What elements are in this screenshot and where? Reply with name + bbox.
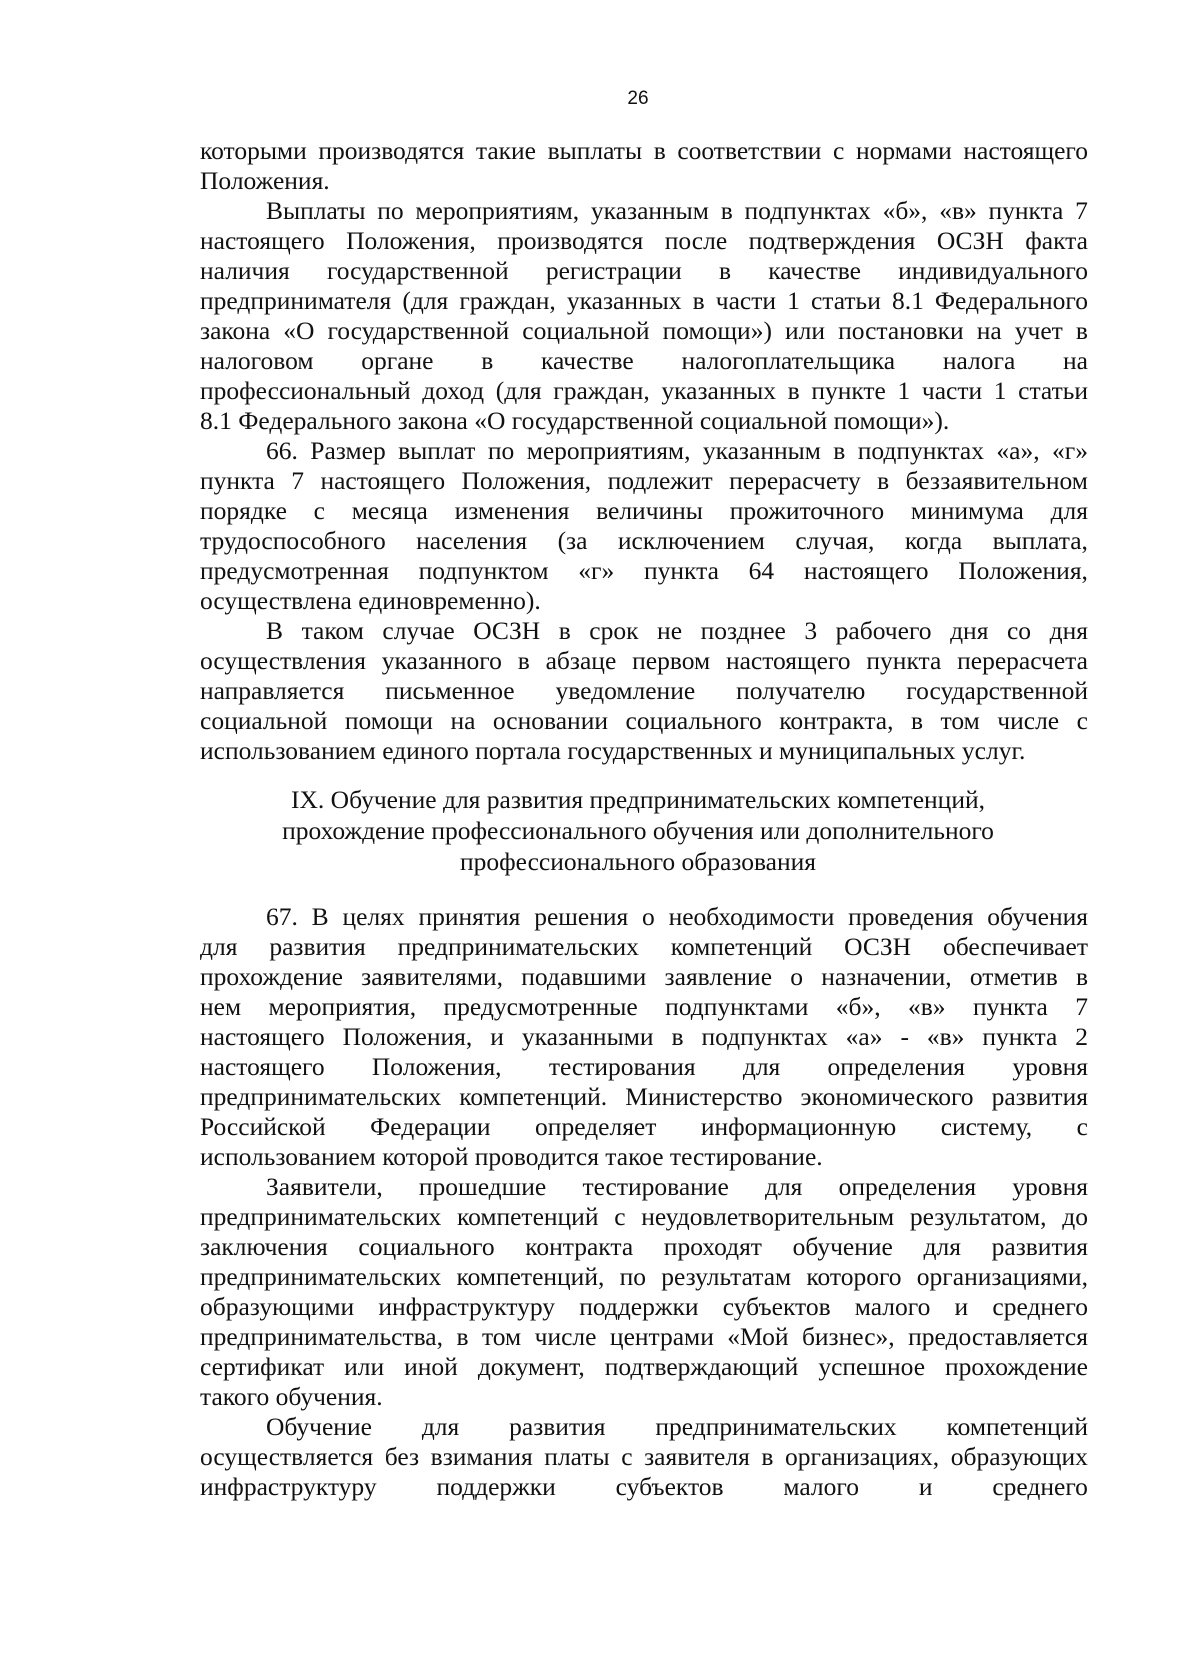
text-line: настоящего Положения, тестирования для определения уровня xyxy=(200,1052,1088,1081)
section-heading-line: IX. Обучение для развития предпринимательских компетенций, xyxy=(291,785,985,814)
text-line: предпринимательских компетенций. Министерство экономического развития xyxy=(200,1082,1088,1111)
text-line: профессиональный доход (для граждан, указанных в пункте 1 части 1 статьи xyxy=(200,376,1088,405)
text-line: заключения социального контракта проходят обучение для развития xyxy=(200,1232,1088,1261)
section-heading xyxy=(0,784,1200,877)
text-line: пункта 7 настоящего Положения, подлежит перерасчету в беззаявительном xyxy=(200,466,1088,495)
text-line: порядке с месяца изменения величины прожиточного минимума для xyxy=(200,496,1088,525)
text-line: Положения. xyxy=(200,166,330,195)
text-line: для развития предпринимательских компетенций ОСЗН обеспечивает xyxy=(200,932,1088,961)
text-line: налоговом органе в качестве налогоплательщика налога на xyxy=(200,346,1088,375)
text-line: 8.1 Федерального закона «О государственной социальной помощи»). xyxy=(200,406,950,435)
page-number: 26 xyxy=(627,88,649,109)
text-line: 67. В целях принятия решения о необходимости проведения обучения xyxy=(266,902,1088,931)
text-line: трудоспособного населения (за исключением случая, когда выплата, xyxy=(200,526,1088,555)
text-line: закона «О государственной социальной помощи») или постановки на учет в xyxy=(200,316,1088,345)
text-line: осуществляется без взимания платы с заявителя в организациях, образующих xyxy=(200,1442,1088,1471)
text-line: Российской Федерации определяет информационную систему, с xyxy=(200,1112,1088,1141)
text-line: образующими инфраструктуру поддержки субъектов малого и среднего xyxy=(200,1292,1088,1321)
text-line: В таком случае ОСЗН в срок не позднее 3 рабочего дня со дня xyxy=(266,616,1088,645)
section-heading-line: профессионального образования xyxy=(459,847,817,876)
text-line: осуществления указанного в абзаце первом настоящего пункта перерасчета xyxy=(200,646,1088,675)
text-line: прохождение заявителями, подавшими заявление о назначении, отметив в xyxy=(200,962,1088,991)
text-line: Заявители, прошедшие тестирование для определения уровня xyxy=(266,1172,1088,1201)
body-text-block-2 xyxy=(200,902,1088,1502)
text-line: предпринимательских компетенций, по результатам которого организациями, xyxy=(200,1262,1088,1291)
text-line: предпринимательства, в том числе центрами «Мой бизнес», предоставляется xyxy=(200,1322,1088,1351)
text-line: 66. Размер выплат по мероприятиям, указанным в подпунктах «а», «г» xyxy=(266,436,1088,465)
text-line: настоящего Положения, и указанными в подпунктах «а» - «в» пункта 2 xyxy=(200,1022,1088,1051)
text-line: социальной помощи на основании социального контракта, в том числе с xyxy=(200,706,1088,735)
text-line: осуществлена единовременно). xyxy=(200,586,541,615)
text-line: наличия государственной регистрации в качестве индивидуального xyxy=(200,256,1088,285)
text-line: предпринимателя (для граждан, указанных в части 1 статьи 8.1 Федерального xyxy=(200,286,1088,315)
text-line: инфраструктуру поддержки субъектов малого и среднего xyxy=(200,1472,1088,1501)
text-line: использованием которой проводится такое тестирование. xyxy=(200,1142,823,1171)
text-line: использованием единого портала государственных и муниципальных услуг. xyxy=(200,736,1026,765)
text-line: которыми производятся такие выплаты в соответствии с нормами настоящего xyxy=(200,136,1088,165)
section-heading-line: прохождение профессионального обучения или дополнительного xyxy=(282,816,994,845)
text-line: Выплаты по мероприятиям, указанным в подпунктах «б», «в» пункта 7 xyxy=(266,196,1088,225)
text-line: Обучение для развития предпринимательских компетенций xyxy=(266,1412,1088,1441)
body-text-block-1 xyxy=(200,136,1088,766)
text-line: предусмотренная подпунктом «г» пункта 64 настоящего Положения, xyxy=(200,556,1088,585)
text-line: сертификат или иной документ, подтверждающий успешное прохождение xyxy=(200,1352,1088,1381)
text-line: предпринимательских компетенций с неудовлетворительным результатом, до xyxy=(200,1202,1088,1231)
text-line: такого обучения. xyxy=(200,1382,383,1411)
text-line: настоящего Положения, производятся после подтверждения ОСЗН факта xyxy=(200,226,1088,255)
text-line: направляется письменное уведомление получателю государственной xyxy=(200,676,1088,705)
text-line: нем мероприятия, предусмотренные подпунктами «б», «в» пункта 7 xyxy=(200,992,1088,1021)
